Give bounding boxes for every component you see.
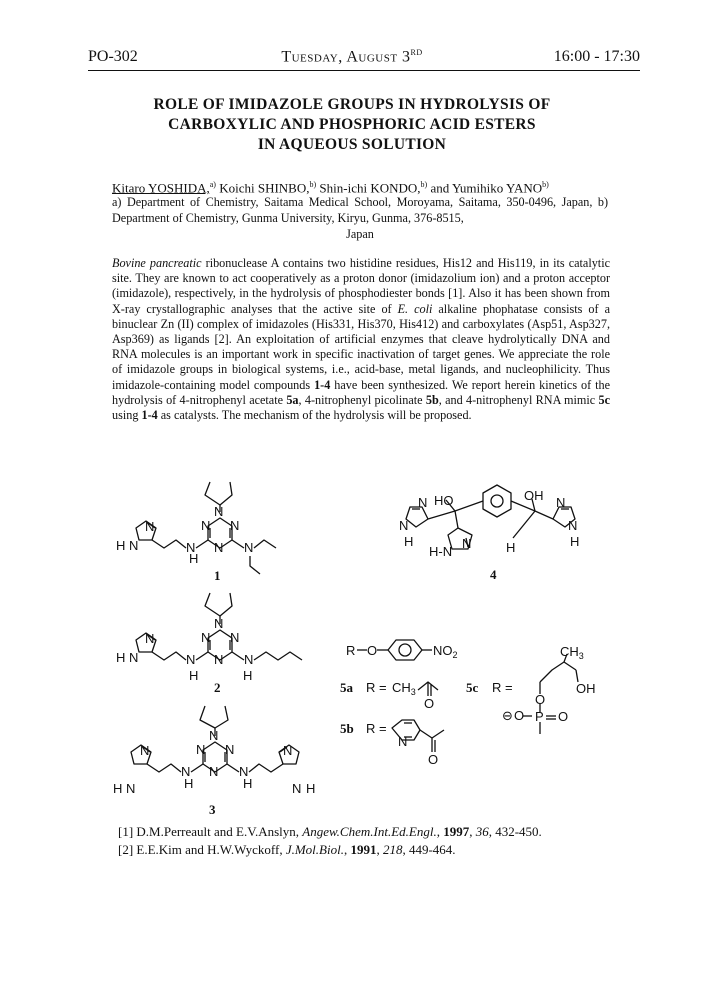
methyl-ch: CH <box>392 680 411 695</box>
atom-n: N <box>225 742 235 757</box>
atom-n: N <box>462 536 472 551</box>
abstract-text: have been synthesized. We report herein kinetics of the hydrolysis of 4-nitrophenyl acetate <box>112 377 611 407</box>
substituent-5a <box>418 682 438 696</box>
atom-n: N <box>230 518 240 533</box>
atom-r: R <box>346 643 356 658</box>
atom-hn: H N <box>113 781 136 796</box>
compound-ref: 5a <box>286 392 299 407</box>
compound-ref: 1-4 <box>314 377 331 392</box>
compound-label-3: 3 <box>209 802 216 817</box>
methyl-subscript: 3 <box>578 651 584 661</box>
title-line-3: IN AQUEOUS SOLUTION <box>257 136 447 153</box>
atom-n: N <box>418 495 428 510</box>
atom-n: N <box>398 734 408 749</box>
atom-n: N <box>196 742 206 757</box>
compound-ref: 5c <box>598 392 610 407</box>
atom-ho: HO <box>434 493 454 508</box>
atom-n: N <box>145 519 155 534</box>
ref-authors: [2] E.E.Kim and H.W.Wyckoff, <box>118 842 286 857</box>
author-affil-mark: b) <box>420 180 428 189</box>
r-equals: R = <box>492 680 513 695</box>
ref-sep: , <box>436 824 444 839</box>
atom-hn: H N <box>116 538 139 553</box>
atom-n: N <box>186 652 196 667</box>
compound-ref: 1-4 <box>141 408 158 423</box>
session-date-text: Tuesday, August 3 <box>281 48 411 66</box>
compound-label-1: 1 <box>214 568 221 583</box>
atom-h: H <box>506 540 516 555</box>
atom-oh: OH <box>576 681 596 696</box>
reference-1 <box>118 823 614 841</box>
atom-n: N <box>292 781 302 796</box>
compound-label-5a: 5a <box>340 680 353 695</box>
atom-n: N <box>568 518 578 533</box>
author-affil-mark: b) <box>309 180 317 189</box>
atom-o: O <box>514 708 525 723</box>
abstract-text: using <box>112 408 142 423</box>
atom-o: O <box>367 643 378 658</box>
ref-sep: , <box>469 824 476 839</box>
methyl-group <box>392 680 416 697</box>
atom-h: H <box>570 534 580 549</box>
r-equals: R = <box>366 721 387 736</box>
references <box>118 823 614 859</box>
atom-h: H <box>306 781 316 796</box>
atom-n: N <box>239 764 249 779</box>
ref-journal: Angew.Chem.Int.Ed.Engl. <box>302 824 437 839</box>
ref-volume: 218 <box>382 842 403 857</box>
atom-n: N <box>283 743 293 758</box>
compound-label-2: 2 <box>214 680 221 695</box>
methyl-group <box>560 644 584 661</box>
nitro-subscript: 2 <box>452 650 458 660</box>
atom-h: H <box>243 776 253 791</box>
atom-n: N <box>209 764 219 779</box>
atom-n: N <box>181 764 191 779</box>
author-affil-mark: b) <box>542 180 549 189</box>
atom-o: O <box>428 752 439 767</box>
atom-n: N <box>244 540 254 555</box>
author: and Yumihiko YANO <box>427 180 543 196</box>
methyl-ch: CH <box>560 644 579 659</box>
compound-4-structure <box>406 485 578 549</box>
ref-authors: [1] D.M.Perreault and E.V.Anslyn, <box>118 824 303 839</box>
atom-n: N <box>209 728 219 743</box>
abstract-italic: E. coli <box>397 301 433 316</box>
atom-h: H <box>243 668 253 683</box>
session-code: PO-302 <box>88 48 138 65</box>
methyl-subscript: 3 <box>410 687 416 697</box>
author-affil-mark: a) <box>209 180 216 189</box>
abstract-text: , and 4-nitrophenyl RNA mimic <box>438 392 599 407</box>
abstract-text: , 4-nitrophenyl picolinate <box>298 392 426 407</box>
affiliation-country: Japan <box>346 227 374 241</box>
atom-h-n: H-N <box>429 544 453 559</box>
atom-o: O <box>424 696 435 711</box>
author: Koichi SHINBO, <box>215 180 310 196</box>
session-date-suffix: RD <box>410 48 423 57</box>
ref-volume: 36 <box>475 824 489 839</box>
ref-pages: , 449-464. <box>402 842 456 857</box>
nitro-group <box>433 643 458 660</box>
compound-label-5c: 5c <box>466 680 479 695</box>
compound-ref: 5b <box>425 392 439 407</box>
title-line-1: ROLE OF IMIDAZOLE GROUPS IN HYDROLYSIS OF <box>153 96 551 113</box>
nitro-no: NO <box>433 643 453 658</box>
abstract-italic: Bovine pancreatic <box>112 256 202 270</box>
ref-sep: , <box>343 842 351 857</box>
ref-pages: , 432-450. <box>488 824 542 839</box>
atom-h: H <box>184 776 194 791</box>
title-line-2: CARBOXYLIC AND PHOSPHORIC ACID ESTERS <box>168 116 536 133</box>
ref-sep: , <box>376 842 383 857</box>
atom-oh: OH <box>524 488 544 503</box>
atom-n: N <box>214 540 224 555</box>
atom-n: N <box>140 743 150 758</box>
atom-n: N <box>399 518 409 533</box>
atom-n: N <box>145 631 155 646</box>
author-presenting: Kitaro YOSHIDA, <box>112 180 210 196</box>
reference-2 <box>118 841 614 859</box>
compound-label-4: 4 <box>490 567 497 582</box>
ref-year: 1991 <box>350 842 377 857</box>
ref-journal: J.Mol.Biol. <box>285 842 344 857</box>
atom-h: H <box>189 668 199 683</box>
atom-n: N <box>244 652 254 667</box>
ref-year: 1997 <box>443 824 470 839</box>
affiliation-text: a) Department of Chemistry, Saitama Medical School, Moroyama, Saitama, 350-0496, Japan, b) Department of Chemistry, Gunma University, Kiryu, Gunma, 376-8515, <box>112 195 608 225</box>
compound-label-5b: 5b <box>340 721 354 736</box>
atom-n: N <box>214 616 224 631</box>
session-time: 16:00 - 17:30 <box>553 48 640 65</box>
atom-o: O <box>558 709 569 724</box>
atom-n: N <box>201 630 211 645</box>
abstract-text: alkaline phophatase consists of a binuclear Zn (II) complex of imidazoles (His331, His370, His412) and carboxylates (Asp51, Asp327, Asp369) as ligands [2]. An exploitation of artificial enzymes that cleave hydrolytically DNA and RNA molecules is an important work in specific inactivation of target genes. We appreciate the role of imidazole groups in biological systems, i.e., acid-base, metal ligands, and nucleophilicity. Thus imidazole-containing model compounds <box>112 301 610 392</box>
abstract-text: ribonuclease A contains two histidine residues, His12 and His119, in its catalytic site. They are known to act cooperatively as a proton donor (imidazolium ion) and a proton acceptor (imidazole), respectively, in the hydrolysis of phosphodiester bonds [1]. Also it has been shown from X-ray crystallographic analyses that the active site of <box>112 256 610 316</box>
atom-h: H <box>404 534 414 549</box>
abstract-text: as catalysts. The mechanism of the hydrolysis will be proposed. <box>157 408 472 423</box>
atom-n: N <box>214 652 224 667</box>
atom-n: N <box>201 518 211 533</box>
author: Shin-ichi KONDO, <box>316 180 421 196</box>
r-equals: R = <box>366 680 387 695</box>
atom-h: H <box>189 551 199 566</box>
atom-n: N <box>230 630 240 645</box>
substituent-5c <box>523 654 578 734</box>
atom-o: O <box>535 692 546 707</box>
atom-p: P <box>535 709 544 724</box>
atom-n: N <box>556 495 566 510</box>
phosphate-charge: ⊖ <box>502 708 513 723</box>
atom-hn: H N <box>116 650 139 665</box>
atom-n: N <box>186 540 196 555</box>
atom-n: N <box>214 504 224 519</box>
